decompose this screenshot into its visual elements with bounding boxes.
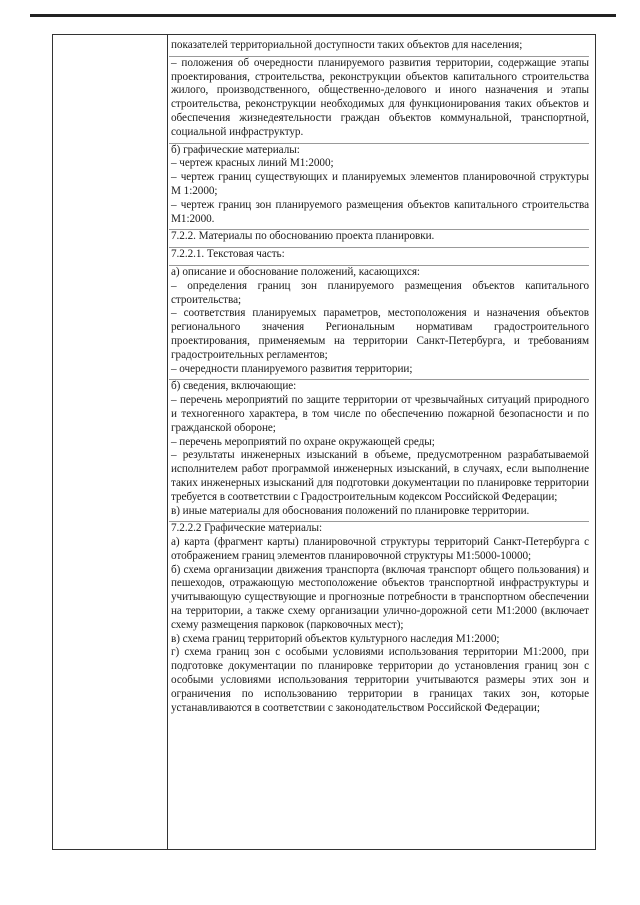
paragraph: – чертеж границ зон планируемого размещения объектов капитального строительства М1:2000. [171, 198, 589, 225]
paragraph: б) сведения, включающие: [171, 380, 297, 393]
paragraph: – положения об очередности планируемого развития территории, содержащие этапы проектирования, строительства, реконструкции объектов капитального строительства жилого, производственного, общественно-делового и иного назначения и этапы строительства, реконструкции необходимых для функционирования таких объектов и обеспечения жизнедеятельности граждан объектов коммунальной, транспортной, социальной инфраструктур. [171, 56, 589, 138]
paragraph: – чертеж красных линий М1:2000; [171, 157, 334, 170]
paragraph: – очередности планируемого развития территории; [171, 362, 413, 375]
paragraph: – определения границ зон планируемого размещения объектов капитального строительства; [171, 279, 589, 306]
paragraph: г) схема границ зон с особыми условиями использования территории М1:2000, при подготовке документации по планировке территории до установления границ зон с особыми условиями использования территории учитываются размеры этих зон и ограничения по использованию территории в границах таких зон, которые устанавливаются в соответствии с законодательством Российской Федерации; [171, 646, 589, 714]
section-heading: 7.2.2.1. Текстовая часть: [171, 248, 285, 261]
paragraph: показателей территориальной доступности таких объектов для населения; [171, 39, 523, 51]
table-right-column [169, 39, 589, 715]
paragraph: в) иные материалы для обоснования положений по планировке территории. [171, 504, 530, 517]
paragraph: – результаты инженерных изысканий в объеме, предусмотренном разрабатываемой исполнителем работ программой инженерных изысканий, в случаях, если выполнение таких инженерных изысканий для подготовки документации по планировке территории требуется в соответствии с Градостроительным кодексом Российской Федерации; [171, 449, 589, 503]
section-heading: 7.2.2.2 Графические материалы: [171, 522, 323, 535]
paragraph: а) карта (фрагмент карты) планировочной структуры территорий Санкт-Петербурга с отображением границ элементов планировочной структуры М1:5000-10000; [171, 536, 589, 562]
paragraph: в) схема границ территорий объектов культурного наследия М1:2000; [171, 632, 500, 645]
paragraph: б) схема организации движения транспорта (включая транспорт общего пользования) и пешеходов, отражающую местоположение объектов транспортной инфраструктуры и учитывающую существующие и прогнозные потребности в транспортном обеспечении на территории, а также схему организации улично-дорожной сети М1:2000 (включает схему размещения парковок (парковочных мест); [171, 563, 589, 631]
table-left-column [53, 35, 168, 849]
paragraph: – соответствия планируемых параметров, местоположения и назначения объектов регионального значения Региональным нормативам градостроительного проектирования, применяемым на территории Санкт-Петербурга, и требованиям градостроительных регламентов; [171, 307, 589, 361]
paragraph: а) описание и обоснование положений, касающихся: [171, 265, 420, 278]
paragraph: – чертеж границ существующих и планируемых элементов планировочной структуры М 1:2000; [171, 171, 589, 197]
paragraph: б) графические материалы: [171, 143, 300, 156]
paragraph: – перечень мероприятий по защите территории от чрезвычайных ситуаций природного и техногенного характера, в том числе по обеспечению пожарной безопасности и по гражданской обороне; [171, 394, 589, 434]
top-rule [30, 14, 616, 17]
paragraph: – перечень мероприятий по охране окружающей среды; [171, 435, 435, 448]
document-table [52, 34, 596, 850]
section-heading: 7.2.2. Материалы по обоснованию проекта планировки. [171, 230, 435, 243]
